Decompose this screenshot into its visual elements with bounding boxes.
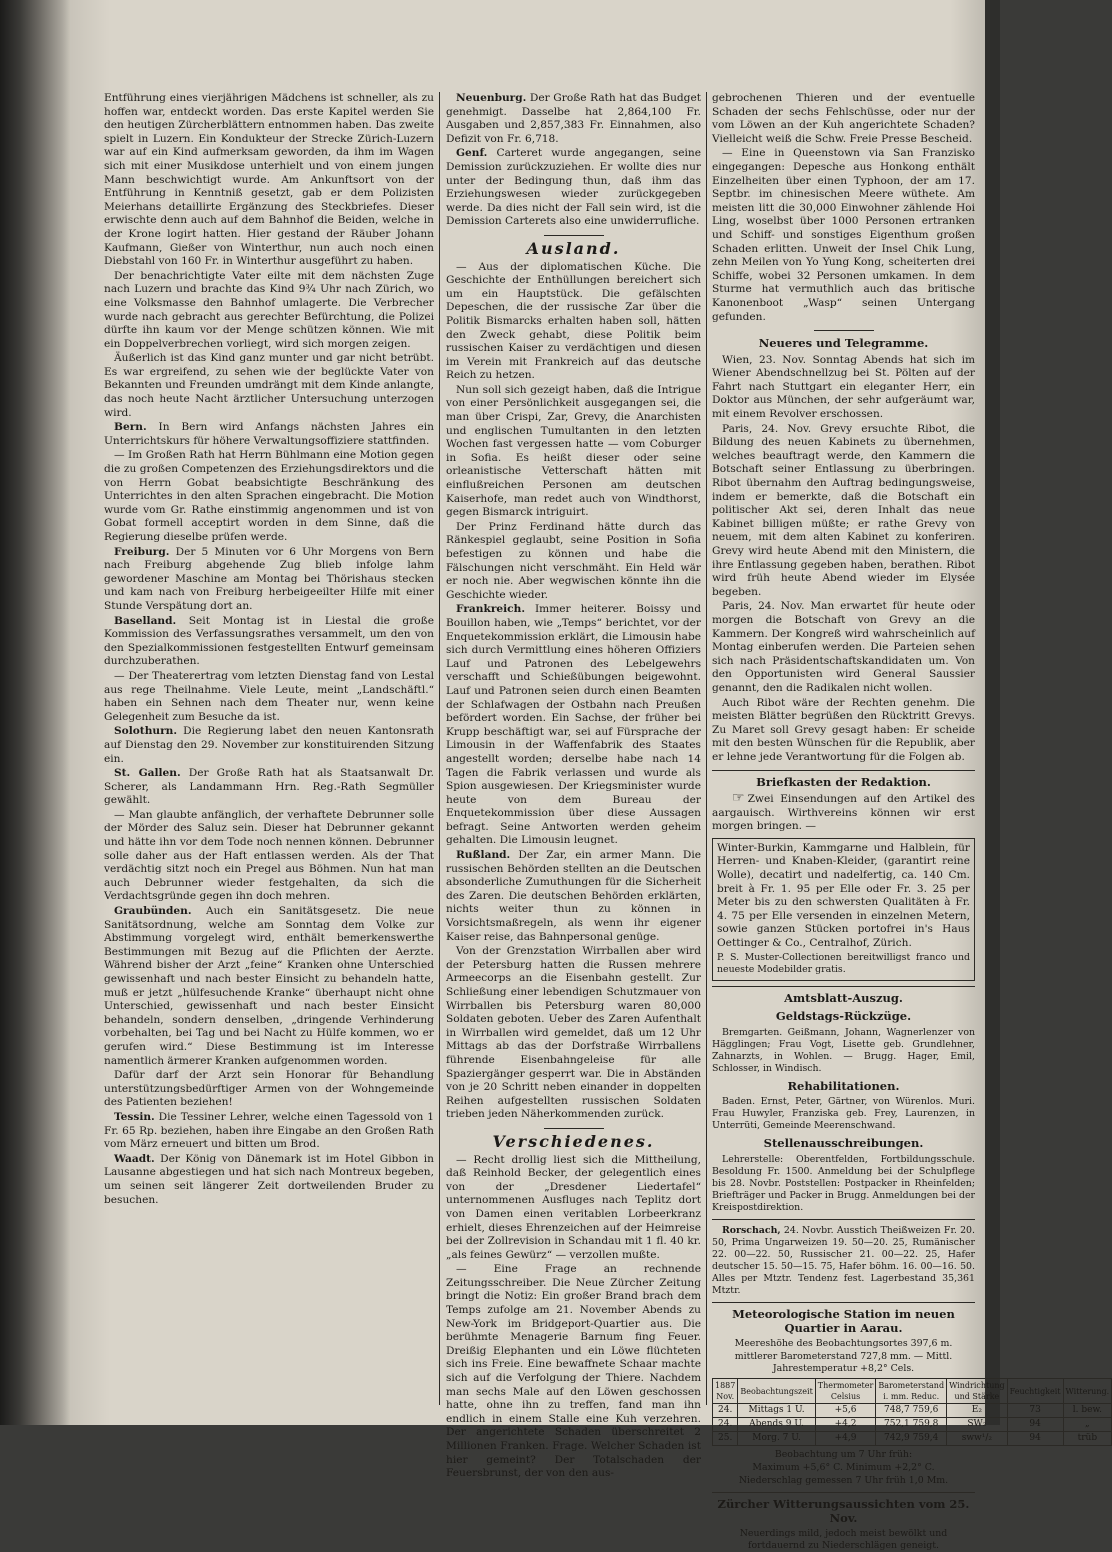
news-text: Der Zar, ein armer Mann. Die russischen Behörden stellten an die Deutschen absonderliche Zumuthungen für die Sicherheit des Zaren. Die deutschen Behörden erklärten, nichts weiter thun zu können in Vorsichtsmaßregeln, als wenn ihr eigener Kaiser reise, das Bahnpersonal genüge.	[446, 849, 701, 943]
article-paragraph: Der benachrichtigte Vater eilte mit dem nächsten Zuge nach Luzern und brachte das Kind 9¾ Uhr nach Zürich, wo eine Volksmasse den Bahnhof umlagerte. Die Verbrecher wurde nach gebracht aus gerechter Befürchtung, die Polizei dürfte ihn kaum vor der Menge schützen können. Wie mit ein Doppelverbrechen vorliegt, wird sich morgen zeigen.	[104, 269, 434, 350]
article-paragraph: gebrochenen Thieren und der eventuelle Schaden der sechs Fehlschüsse, oder nur der vom Löwen an der Kuh angerichtete Schaden? Vielleicht weiß die Schw. Freie Presse Bescheid.	[712, 92, 975, 145]
news-text: Der Große Rath hat das Budget genehmigt. Dasselbe hat 2,864,100 Fr. Ausgaben und 2,857,383 Fr. Einnahmen, also Defizit von Fr. 6,718.	[446, 92, 701, 145]
article-paragraph: — Der Theaterertrag vom letzten Dienstag fand von Lestal aus rege Theilnahme. Viele Leute, meint „Landschäftl.“ haben ein Sehnen nach dem Theater nur, wenn keine Gelegenheit zum Besuche da ist.	[104, 669, 434, 723]
article-paragraph: — Recht drollig liest sich die Mittheilung, daß Reinhold Becker, der gelegentlich eines von der „Dresdener Liedertafel“ unternommenen Ausfluges nach Teplitz dort von Damen einen veritablen Lorbeerkranz erhielt, dieses Ehrenzeichen auf der Heimreise bei der Zollrevision in Schandau mit 1 fl. 40 kr. „als feines Gewürz“ — verzollen mußte.	[446, 1153, 701, 1261]
section-title-verschiedenes: Verschiedenes.	[492, 1131, 655, 1151]
table-row	[713, 1432, 1112, 1446]
weather-col-header: 1887 Nov.	[713, 1379, 738, 1404]
news-item-st-gallen	[104, 767, 434, 808]
region-heading: Tessin.	[114, 1110, 155, 1123]
table-cell: 742,9 759,4	[876, 1432, 947, 1446]
news-text: In Bern wird Anfangs nächsten Jahres ein Unterrichtskurs für höhere Verwaltungsoffiziere stattfinden.	[104, 421, 434, 447]
article-paragraph: — Eine Frage an rechnende Zeitungsschreiber. Die Neue Zürcher Zeitung bringt die Notiz: Ein großer Brand brach dem Temps zufolge am 21. November Abends zu New-York im Bridgeport-Quartier aus. Die berühmte Menagerie Barnum fing Feuer. Dreißig Elephanten und ein Löwe flüchteten sich ins Freie. Eine bewaffnete Schaar machte sich auf die Verfolgung der Thiere. Nachdem man sechs Male auf den Löwen geschossen hatte, ohne ihn zu treffen, fand man ihn endlich in einem Stalle eine Kuh verzehren. Der angerichtete Schaden überschreitet 2 Millionen Franken. Frage. Welcher Schaden ist hier gemeint? Der Totalschaden der Feuersbrunst, der von den aus-	[446, 1263, 701, 1480]
table-cell: 748,7 759,6	[876, 1404, 947, 1418]
table-cell: sww¹/₂	[947, 1432, 1008, 1446]
weather-table	[712, 1378, 1112, 1446]
section-title-briefkasten: Briefkasten der Redaktion.	[756, 774, 931, 789]
column-rule	[706, 92, 707, 1405]
pointing-hand-icon: ☞	[732, 790, 745, 807]
article-paragraph: Von der Grenzstation Wirrballen aber wird der Petersburg hatten die Russen mehrere Armeecorps an die Eisenbahn gestellt. Zur Schließung einer lebendigen Schutzmauer von Wirrballen bis Petersburg waren 80,000 Soldaten geboten. Ueber des Zaren Aufenthalt in Wirrballen wird gemeldet, daß um 12 Uhr Mittags ab das der Dorfstraße Wirrballens führende Eisenbahngeleise für alle Spaziergänger gesperrt war. Die in Abständen von je 20 Schritt neben einander in doppelten Reihen aufgestellten russischen Soldaten trieben jeden Näherkommenden zurück.	[446, 945, 701, 1121]
table-cell: +4,2	[815, 1418, 876, 1432]
region-heading: Graubünden.	[114, 905, 192, 918]
forecast-text: Neuerdings mild, jedoch meist bewölkt und fortdauernd zu Niederschlägen geneigt.	[739, 1528, 948, 1552]
article-paragraph: Nun soll sich gezeigt haben, daß die Intrigue von einer Persönlichkeit ausgegangen sei, die man über Crispi, Zar, Grevy, die Anarchisten und englischen Tumultanten in den letzten Wochen fast vergessen hatte — vom Coburger in Sofia. Es heißt dieser oder seine orleanistische Vetterschaft hätten mit einflußreichen Personen am deutschen Kaiserhofe, man redet auch von Windthorst, gegen Bismarck intriguirt.	[446, 383, 701, 519]
table-cell: 752,1 759,8	[876, 1418, 947, 1432]
region-heading: Freiburg.	[114, 545, 170, 558]
table-cell: Abends 9 U.	[738, 1418, 815, 1432]
news-text: Seit Montag ist in Liestal die große Kommission des Verfassungsrathes versammelt, um den von den Spezialkommissionen festgestellten Entwurf gemeinsam durchzuberathen.	[104, 614, 434, 668]
news-text: Der Große Rath hat als Staatsanwalt Dr. Scherer, als Landammann Hrn. Reg.-Rath Segmüller gewählt.	[104, 767, 434, 807]
subsection-title: Geldstags-Rückzüge.	[775, 1009, 912, 1024]
briefkasten-note	[712, 792, 975, 834]
table-cell: „	[1063, 1418, 1112, 1432]
news-text: Der König von Dänemark ist im Hotel Gibbon in Lausanne abgestiegen und hat sich nach Montreux begeben, um seinen seit längerer Zeit dortweilenden Bruder zu besuchen.	[104, 1152, 434, 1206]
table-cell: trüb	[1063, 1432, 1112, 1446]
amtsblatt-entry: Baden. Ernst, Peter, Gärtner, von Würenlos. Muri. Frau Huwyler, Franziska geb. Frey, Laurenzen, in Unterrüti, Gemeinde Meerenschwand.	[712, 1096, 975, 1132]
region-heading: Neuenburg.	[456, 92, 527, 104]
article-paragraph: Der Prinz Ferdinand hätte durch das Ränkespiel geglaubt, seine Position in Sofia befestigen zu können und habe die Fälschungen nicht verschmäht. Ein Held wär er noch nie. Aber wegwischen könnte ihn die Geschichte wieder.	[446, 520, 701, 601]
telegram-item: Auch Ribot wäre der Rechten genehm. Die meisten Blätter begrüßen den Rücktritt Grevys. Zu Maret soll Grevy gesagt haben: Er scheide mit den besten Wünschen für die Republik, aber er lehne jede Verantwortung für die Folgen ab.	[712, 696, 975, 763]
news-text: Die Tessiner Lehrer, welche einen Tagessold von 1 Fr. 65 Rp. beziehen, haben ihre Eingabe an den Großen Rath vom März erneuert und bitten um Brod.	[104, 1110, 434, 1151]
section-divider	[712, 1492, 975, 1493]
column-1	[104, 92, 434, 1405]
meteo-info: mittlerer Barometerstand 727,8 mm. — Mittl. Jahrestemperatur +8,2° Cels.	[734, 1351, 953, 1375]
section-title-telegramme: Neueres und Telegramme.	[758, 336, 929, 351]
region-heading: Frankreich.	[456, 603, 526, 616]
ad-postscript: P. S. Muster-Collectionen bereitwilligst franco und neueste Modebilder gratis.	[717, 951, 970, 975]
section-title-witterung: Zürcher Witterungsaussichten vom 25. Nov.	[717, 1497, 970, 1525]
article-paragraph: Entführung eines vierjährigen Mädchens ist schneller, als zu hoffen war, entdeckt worden. Das erste Kapitel werden Sie den heutigen Zürcherblättern entnommen haben. Das zweite spielt in Luzern. Ein Kondukteur der Strecke Zürich-Luzern war auf ein Kind aufmerksam geworden, da ihm im Wagen sich mit einer Musikdose unterhielt und von einem jungen Mann beschwichtigt wurde. Am Ankunftsort von der Entführung in Kenntniß gesetzt, gab er dem Polizisten Meierhans detaillirte Ergänzung des Steckbriefes. Dieser erwischte denn auch auf dem Bahnhof die Beiden, welche in der Krone logirt hatten. Hier gestand der Räuber Johann Kaufmann, Gießer von Winterthur, nun auch noch einen Diebstahl von 160 Fr. in Winterthur ausgeführt zu haben.	[104, 92, 434, 268]
table-row	[713, 1418, 1112, 1432]
news-item-tessin	[104, 1111, 434, 1152]
table-cell: Morg. 7 U.	[738, 1432, 815, 1446]
table-cell: 24.	[713, 1418, 738, 1432]
subsection-title: Stellenausschreibungen.	[763, 1136, 924, 1151]
amtsblatt-entry: Lehrerstelle: Oberentfelden, Fortbildungsschule. Besoldung Fr. 1500. Anmeldung bei der Schulpflege bis 28. Novbr. Poststellen: Postpacker in Rheinfelden; Briefträger und Packer in Brugg. Anmeldungen bei der Kreispostdirektion.	[712, 1154, 975, 1213]
news-text: Immer heiterer. Boissy und Bouillon haben, wie „Temps“ berichtet, vor der Enquetekommission erklärt, die Limousin habe sich durch Vermittlung eines höheren Offiziers Lauf und Patronen des Lebelgewehrs verschafft und Schießübungen beigewohnt. Lauf und Patronen seien durch einen Beamten der Schlafwagen der Ostbahn nach Preußen befördert worden. Ein Sachse, der früher bei Krupp beschäftigt war, sei auf Fürsprache der Limousin in der Waffenfabrik des Staates angestellt worden; derselbe habe nach 14 Tagen die Fabrik verlassen und wurde als Spion ausgewiesen. Der Kriegsminister wurde heute von dem Bureau der Enquetekommission über diese Aussagen befragt. Seine Antworten werden geheim gehalten. Die Limousin leugnet.	[446, 603, 701, 847]
article-paragraph: Äußerlich ist das Kind ganz munter und gar nicht betrübt. Es war ergreifend, zu sehen wie der beglückte Vater von Bekannten und Freunden umdrängt mit dem Kinde anlangte, das noch heute Nacht ärztlicher Untersuchung unterzogen wird.	[104, 352, 434, 419]
region-heading: Solothurn.	[114, 725, 178, 738]
news-item-freiburg	[104, 546, 434, 614]
weather-col-header: Beobachtungszeit	[738, 1379, 815, 1404]
table-row	[713, 1404, 1112, 1418]
news-text: Auch ein Sanitätsgesetz. Die neue Sanitätsordnung, welche am Sonntag dem Volke zur Abstimmung vorgelegt wird, enthält bemerkenswerthe Bestimmungen mit Bezug auf die Pflichten der Aerzte. Während bisher der Arzt „feine“ Kranken ohne Unterschied gewissenhaft und nach bester Einsicht zu behandeln hatte, muß er jetzt „hülfesuchende Kranke“ überhaupt nicht ohne Unterschied, gewissenhaft und nach bester Einsicht behandeln, sondern denselben, „dringende Verhinderung vorbehalten, bei Tag und bei Nacht zu Hülfe kommen, wo er gerufen wird.“ Diese Bestimmung ist im Interesse namentlich ärmerer Kranken aufgenommen worden.	[104, 905, 434, 1067]
market-heading: Rorschach,	[722, 1225, 781, 1236]
table-cell: 94	[1007, 1418, 1063, 1432]
meteo-info: Beobachtung um 7 Uhr früh:	[774, 1449, 913, 1461]
section-divider	[544, 235, 604, 236]
section-divider	[544, 1128, 604, 1129]
section-divider	[712, 1302, 975, 1303]
amtsblatt-entry: Bremgarten. Geißmann, Johann, Wagnerlenzer von Hägglingen; Frau Vogt, Lisette geb. Grundlehner, Zahnarzts, in Wohlen. — Brugg. Hager, Emil, Schlosser, in Windisch.	[712, 1026, 975, 1074]
section-divider	[814, 330, 874, 331]
section-divider	[712, 770, 975, 771]
news-item-graubuenden	[104, 905, 434, 1068]
telegram-item: Wien, 23. Nov. Sonntag Abends hat sich im Wiener Abendschnellzug bei St. Pölten auf der Fahrt nach Stuttgart ein eleganter Herr, ein Doktor aus München, der sehr aufgeräumt war, mit einem Revolver erschossen.	[712, 353, 975, 421]
note-text: Zwei Einsendungen auf den Artikel des aargauisch. Wirthvereins können wir erst morgen bringen. —	[712, 793, 975, 833]
news-item-solothurn	[104, 725, 434, 766]
ad-text: Winter-Burkin, Kammgarne und Halblein, für Herren- und Knaben-Kleider, (garantirt reine Wolle), decatirt und nadelfertig, ca. 140 Cm. breit à Fr. 1. 95 per Elle oder Fr. 3. 25 per Meter bis zu den schwersten Qualitäten à Fr. 4. 75 per Elle versenden in einzelnen Metern, sowie ganzen Stücken portofrei in's Haus Oettinger & Co., Centralhof, Zürich.	[717, 841, 970, 950]
news-text: Der 5 Minuten vor 6 Uhr Morgens von Bern nach Freiburg abgehende Zug blieb infolge lahm gewordener Maschine am Montag bei Thörishaus stecken und kam nach von Freiburg herbeigeeilter Hilfe mit einer Stunde Verspätung dort an.	[104, 545, 434, 612]
table-cell: +4,9	[815, 1432, 876, 1446]
news-item-genf	[446, 147, 701, 229]
weather-col-header: Barometerstand i. mm. Reduc.	[876, 1379, 947, 1404]
table-cell: E₂	[947, 1404, 1008, 1418]
section-title-amtsblatt: Amtsblatt-Auszug.	[784, 990, 903, 1005]
telegram-item: Paris, 24. Nov. Grevy ersuchte Ribot, die Bildung des neuen Kabinets zu übernehmen, welches beauftragt werde, den Kammern die Botschaft seiner Entlassung zu überbringen. Ribot übernahm den Auftrag bedingungsweise, indem er bemerkte, daß die Botschaft ein politischer Akt sei, deren Inhalt das neue Kabinet billigen müßte; er rathe Grevy von neuem, mit dem alten Kabinet zu konferiren. Grevy wird heute Abend mit den Ministern, die ihre Entlassung gegeben haben, berathen. Ribot wird früh heute Abend wieder im Elysée begeben.	[712, 422, 975, 598]
region-heading: St. Gallen.	[114, 767, 181, 780]
column-2	[446, 92, 701, 1480]
region-heading: Rußland.	[456, 849, 511, 862]
subsection-title: Rehabilitationen.	[787, 1078, 900, 1093]
column-rule	[439, 92, 440, 1405]
table-cell: 73	[1007, 1404, 1063, 1418]
weather-col-header: Feuchtigkeit	[1007, 1379, 1063, 1404]
table-cell: 25.	[713, 1432, 738, 1446]
meteo-info: Niederschlag gemessen 7 Uhr früh 1,0 Mm.	[738, 1475, 949, 1487]
news-item-waadt	[104, 1153, 434, 1207]
news-text: Carteret wurde angegangen, seine Demission zurückzuziehen. Er wollte dies nur unter der Bedingung thun, daß ihm das Erziehungswesen wieder zurückgegeben werde. Da dies nicht der Fall sein wird, ist die Demission Carterets also eine unwiderrufliche.	[446, 147, 701, 228]
table-cell: 24.	[713, 1404, 738, 1418]
article-paragraph: Dafür darf der Arzt sein Honorar für Behandlung unterstützungsbedürftiger Armen von der Wohngemeinde des Patienten beziehen!	[104, 1069, 434, 1109]
region-heading: Bern.	[114, 421, 147, 434]
weather-col-header: Windrichtung und Stärke	[947, 1379, 1008, 1404]
page-edge-shadow	[985, 0, 1000, 1425]
news-item-bern	[104, 421, 434, 448]
weather-col-header: Thermometer Celsius	[815, 1379, 876, 1404]
table-cell: Mittags 1 U.	[738, 1404, 815, 1418]
news-item-frankreich	[446, 603, 701, 848]
section-title-ausland: Ausland.	[526, 238, 621, 258]
advertisement	[712, 838, 975, 981]
section-divider	[712, 1219, 975, 1220]
meteo-info: Meereshöhe des Beobachtungsortes 397,6 m.	[734, 1338, 953, 1350]
article-paragraph: — Im Großen Rath hat Herrn Bühlmann eine Motion gegen die zu großen Competenzen des Erziehungsdirektors und die von Herrn Gobat beabsichtigte Beschränkung des Unterrichtes in den alten Sprachen eingebracht. Die Motion wurde vom Gr. Rathe einstimmig angenommen und ist von Gobat formell acceptirt worden in dem Sinne, daß die Regierung dieselbe prüfen werde.	[104, 449, 434, 543]
column-3	[712, 92, 1110, 1552]
table-cell: l. bew.	[1063, 1404, 1112, 1418]
weather-table-header	[713, 1379, 1112, 1404]
meteo-info: Maximum +5,6° C. Minimum +2,2° C.	[752, 1462, 935, 1474]
weather-col-header: Witterung.	[1063, 1379, 1112, 1404]
article-paragraph: — Aus der diplomatischen Küche. Die Geschichte der Enthüllungen bereichert sich um ein Hauptstück. Die gefälschten Depeschen, die der russische Zar über die Politik Bismarcks erhalten haben soll, hätten den Zweck gehabt, diese Politik beim russischen Kaiser zu verdächtigen und diesen im Verein mit Frankreich auf das deutsche Reich zu hetzen.	[446, 260, 701, 382]
table-cell: SW₂	[947, 1418, 1008, 1432]
region-heading: Genf.	[456, 147, 488, 160]
book-binding	[0, 0, 70, 1425]
news-item-neuenburg	[446, 92, 701, 146]
market-text: 24. Novbr. Ausstich Theißweizen Fr. 20. 50, Prima Ungarweizen 19. 50—20. 25, Rumänischer 22. 00—22. 50, Russischer 21. 00—22. 25, Hafer deutscher 15. 50—15. 75, Hafer böhm. 16. 00—16. 50. Alles per Mtztr. Tendenz fest. Lagerbestand 35,361 Mtztr.	[712, 1225, 975, 1296]
news-text: Die Regierung labet den neuen Kantonsrath auf Dienstag den 29. November zur konstituirenden Sitzung ein.	[104, 725, 435, 765]
table-cell: 94	[1007, 1432, 1063, 1446]
news-item-russland	[446, 849, 701, 944]
news-item-baselland	[104, 615, 434, 669]
telegram-item: Paris, 24. Nov. Man erwartet für heute oder morgen die Botschaft von Grevy an die Kammern. Der Kongreß wird wahrscheinlich auf Montag einberufen werden. Die Parteien sehen sich nach Präsidentschaftskandidaten um. Von den Opportunisten wird General Saussier genannt, den die Radikalen nicht wollen.	[712, 600, 975, 694]
article-paragraph: — Man glaubte anfänglich, der verhaftete Debrunner solle der Mörder des Saluz sein. Dieser hat Debrunner gekannt und hätte ihn vor dem Tode noch nennen können. Debrunner solle daher aus der Haft entlassen werden. Als der That verdächtig sitzt noch ein Pregel aus Böhmen. Nun hat man auch Debrunner wieder festgehalten, da sich die Verdachtsgründe gegen ihn doch mehren.	[104, 808, 434, 903]
section-divider	[712, 986, 975, 987]
region-heading: Waadt.	[114, 1152, 155, 1165]
article-paragraph: — Eine in Queenstown via San Franzisko eingegangen: Depesche aus Honkong enthält Einzelheiten über einen Typhoon, der am 17. Septbr. im chinesischen Meere wüthete. Am meisten litt die 30,000 Einwohner zählende Hoi Ling, woselbst über 1000 Personen ertranken und Schiff- und sonstiges Eigenthum großen Schaden erlitten. Unweit der Insel Chik Lung, zehn Meilen von Yo Yung Kong, scheiterten drei Schiffe, wobei 32 Personen umkamen. In dem Sturme hat vermuthlich auch das britische Kanonenboot „Wasp“ seinen Untergang gefunden.	[712, 147, 975, 323]
market-report	[712, 1225, 975, 1297]
region-heading: Baselland.	[114, 614, 177, 627]
section-title-meteo: Meteorologische Station im neuen Quartier in Aarau.	[732, 1307, 955, 1335]
table-cell: +5,6	[815, 1404, 876, 1418]
